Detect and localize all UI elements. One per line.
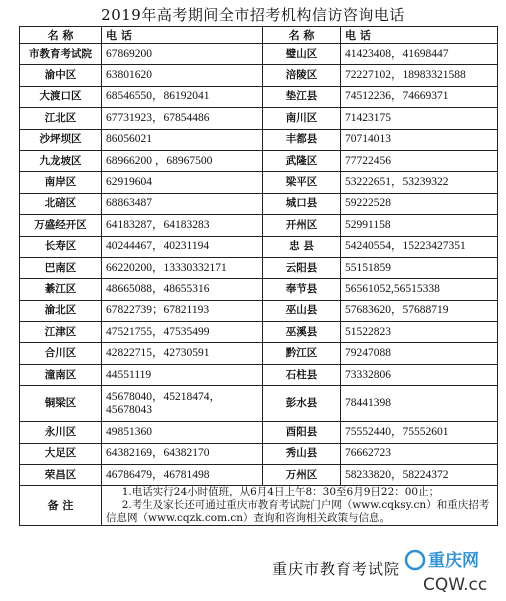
office-phone: 58233820，58224372	[341, 465, 498, 486]
office-phone: 52991158	[341, 215, 498, 236]
note-line-2: 2.考生及家长还可通过重庆市教育考试院门户网（www.cqksy.cn）和重庆招考信息网（www.cqzk.com.cn）查询和咨询相关政策与信息。	[106, 499, 490, 525]
office-phone: 70714013	[341, 129, 498, 150]
office-phone: 72227102，18983321588	[341, 65, 498, 86]
office-phone: 53222651，53239322	[341, 172, 498, 193]
table-row	[20, 108, 498, 129]
office-name: 丰都县	[263, 129, 341, 150]
table-row	[20, 65, 498, 86]
table-row	[20, 86, 498, 107]
office-phone: 64382169，64382170	[102, 443, 263, 464]
office-name: 南岸区	[20, 172, 102, 193]
table-row	[20, 465, 498, 486]
office-name: 忠 县	[263, 236, 341, 257]
office-name: 巴南区	[20, 257, 102, 278]
office-phone: 75552440，75552601	[341, 422, 498, 443]
table-row	[20, 343, 498, 364]
table-header-row	[20, 27, 498, 44]
note-line-1: 1.电话实行24小时值班，从6月4日上午8：30至6月9日22：00止；	[121, 486, 440, 499]
office-phone: 67822739；67821193	[102, 300, 263, 321]
office-phone: 47521755，47535499	[102, 322, 263, 343]
table-row	[20, 172, 498, 193]
office-name: 酉阳县	[263, 422, 341, 443]
note-row	[20, 486, 498, 526]
office-phone: 59222528	[341, 193, 498, 214]
watermark-domain: CQW.cc	[423, 575, 488, 595]
office-name: 大渡口区	[20, 86, 102, 107]
office-phone: 67869200	[102, 44, 263, 65]
office-name: 巫山县	[263, 300, 341, 321]
header-name-right: 名 称	[263, 27, 341, 44]
office-phone: 76662723	[341, 443, 498, 464]
office-phone: 63801620	[102, 65, 263, 86]
issuer-footer: 重庆市教育考试院	[272, 560, 401, 578]
office-name: 江北区	[20, 108, 102, 129]
office-phone: 79247088	[341, 343, 498, 364]
office-phone: 46786479，46781498	[102, 465, 263, 486]
office-phone: 48665088，48655316	[102, 279, 263, 300]
table-row	[20, 236, 498, 257]
office-name: 南川区	[263, 108, 341, 129]
office-name: 万盛经开区	[20, 215, 102, 236]
office-phone: 73332806	[341, 364, 498, 385]
office-name: 长寿区	[20, 236, 102, 257]
office-name: 渝北区	[20, 300, 102, 321]
office-phone: 64183287，64183283	[102, 215, 263, 236]
office-name: 江津区	[20, 322, 102, 343]
office-phone: 71423175	[341, 108, 498, 129]
table-row	[20, 422, 498, 443]
office-name: 涪陵区	[263, 65, 341, 86]
office-name: 合川区	[20, 343, 102, 364]
office-phone: 68966200 ，68967500	[102, 150, 263, 171]
office-name: 荣昌区	[20, 465, 102, 486]
table-row	[20, 443, 498, 464]
table-row	[20, 322, 498, 343]
office-name: 秀山县	[263, 443, 341, 464]
table-row	[20, 300, 498, 321]
office-name: 綦江区	[20, 279, 102, 300]
office-name: 石柱县	[263, 364, 341, 385]
office-name: 潼南区	[20, 364, 102, 385]
office-name: 垫江县	[263, 86, 341, 107]
office-name: 奉节县	[263, 279, 341, 300]
office-phone: 44551119	[102, 364, 263, 385]
table-row	[20, 150, 498, 171]
office-name: 永川区	[20, 422, 102, 443]
watermark-circle-icon	[406, 551, 424, 569]
watermark-text: 重庆网	[428, 551, 479, 571]
office-phone: 41423408，41698447	[341, 44, 498, 65]
office-phone: 45678040，45218474， 45678043	[102, 386, 263, 422]
office-name: 璧山区	[263, 44, 341, 65]
table-row	[20, 129, 498, 150]
office-phone: 51522823	[341, 322, 498, 343]
office-phone: 78441398	[341, 386, 498, 422]
office-phone: 40244467，40231194	[102, 236, 263, 257]
note-label: 备 注	[20, 486, 102, 526]
office-phone: 86056021	[102, 129, 263, 150]
table-body	[20, 44, 498, 486]
office-name: 沙坪坝区	[20, 129, 102, 150]
table-row	[20, 215, 498, 236]
header-name-left: 名 称	[20, 27, 102, 44]
table-row	[20, 386, 498, 422]
table-row	[20, 193, 498, 214]
office-name: 铜梁区	[20, 386, 102, 422]
office-phone: 66220200，13330332171	[102, 257, 263, 278]
office-name: 黔江区	[263, 343, 341, 364]
office-name: 北碚区	[20, 193, 102, 214]
document-title: 2019年高考期间全市招考机构信访咨询电话	[101, 6, 405, 24]
office-name: 开州区	[263, 215, 341, 236]
table-row	[20, 364, 498, 385]
office-name: 大足区	[20, 443, 102, 464]
contact-table	[19, 26, 498, 526]
office-phone: 74512236，74669371	[341, 86, 498, 107]
table-row	[20, 257, 498, 278]
office-phone: 55151859	[341, 257, 498, 278]
watermark-logo	[401, 548, 496, 596]
header-phone-left: 电 话	[102, 27, 263, 44]
office-name: 武隆区	[263, 150, 341, 171]
office-name: 渝中区	[20, 65, 102, 86]
office-phone: 56561052,56515338	[341, 279, 498, 300]
office-name: 万州区	[263, 465, 341, 486]
office-phone: 67731923，67854486	[102, 108, 263, 129]
office-phone: 49851360	[102, 422, 263, 443]
office-phone: 68546550，86192041	[102, 86, 263, 107]
office-name: 云阳县	[263, 257, 341, 278]
office-phone: 54240554，15223427351	[341, 236, 498, 257]
office-name: 城口县	[263, 193, 341, 214]
office-phone: 68863487	[102, 193, 263, 214]
table-row	[20, 279, 498, 300]
office-phone: 77722456	[341, 150, 498, 171]
office-name: 市教育考试院	[20, 44, 102, 65]
header-phone-right: 电 话	[341, 27, 498, 44]
office-phone: 57683620，57688719	[341, 300, 498, 321]
note-text	[102, 486, 498, 526]
office-name: 梁平区	[263, 172, 341, 193]
table-row	[20, 44, 498, 65]
office-name: 巫溪县	[263, 322, 341, 343]
office-name: 九龙坡区	[20, 150, 102, 171]
office-name: 彭水县	[263, 386, 341, 422]
office-phone: 42822715，42730591	[102, 343, 263, 364]
office-phone: 62919604	[102, 172, 263, 193]
